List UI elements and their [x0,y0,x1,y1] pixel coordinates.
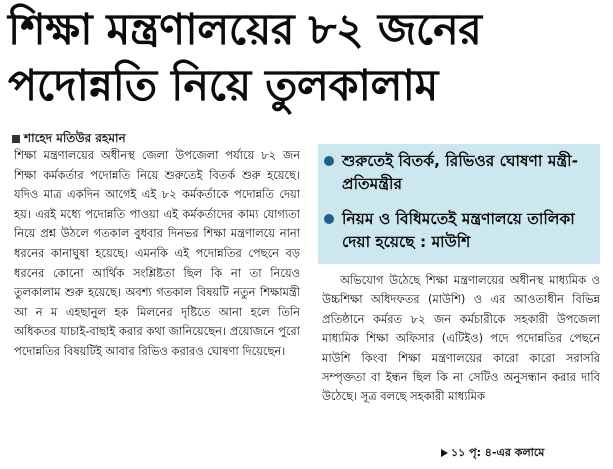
byline-square-icon [12,135,20,143]
highlight-text: নিয়ম ও বিধিমতেই মন্ত্রণালয়ে তালিকা দেয়া হয়েছে : মাউশি [342,210,575,251]
headline-line-2: পদোন্নতি নিয়ে তুলকালাম [8,61,438,111]
continuation-text: ১১ পৃ: ৪-এর কলামে [451,446,545,459]
bullet-icon [324,156,334,166]
bullet-icon [324,214,334,224]
highlight-item [324,150,594,196]
triangle-icon [441,449,448,457]
article-column-right [322,271,600,467]
article-column-left [14,146,300,464]
byline-author: শাহেদ মতিউর রহমান [24,131,126,145]
highlight-item [324,208,594,254]
continuation-note [441,444,544,463]
headline [8,2,608,114]
right-column-text: অভিযোগ উঠেছে শিক্ষা মন্ত্রণালয়ের অধীনস্থ মাধ্যমিক ও উচ্চশিক্ষা অধিদফতর (মাউশি) ও এর আওতাধীন বিভিন্ন প্রতিষ্ঠানে কর্মরত ৮২ জন কর্মচারীকে সহকারী উপজেলা মাধ্যমিক শিক্ষা অফিসার (এটিইও) পদে পদোন্নতির পেছনে মাউশি কিংবা শিক্ষা মন্ত্রণালয়ের কারো কারো সরাসরি সম্পৃক্ততা বা ইন্ধন ছিল কি না সেটিও অনুসন্ধান করার দাবি উঠেছে। সূত্র বলছে সহকারী মাধ্যমিক [322,273,600,404]
highlight-text: শুরুতেই বিতর্ক, রিভিওর ঘোষণা মন্ত্রী- প্রতিমন্ত্রীর [342,152,579,193]
highlight-box [318,144,600,264]
left-column-text: শিক্ষা মন্ত্রণালয়ের অধীনস্থ জেলা উপজেলা পর্যায়ে ৮২ জন শিক্ষা কর্মকর্তার পদোন্নতি নিয়ে শুরুতেই বিতর্ক শুরু হয়েছে। যদিও মাত্র একদিন আগেই এই ৮২ কর্মকর্তাকে পদোন্নতি দেয়া হয়। এরই মধ্যে পদোন্নতি পাওয়া এই কর্মকর্তাদের কাম্য যোগ্যতা নিয়ে প্রশ্ন উঠলে গতকাল বুধবার দিনভর শিক্ষা মন্ত্রণালয়ে নানা ধরনের কানাঘুষা হয়েছে। এমনকি এই পদোন্নতির পেছনে বড় ধরনের কোনো আর্থিক সংশ্লিষ্টতা ছিল কি না তা নিয়েও তুলকালাম শুরু হয়েছে। অবশ্য গতকাল বিষয়টি নতুন শিক্ষামন্ত্রী আ ন ম এহছানুল হক মিলনের দৃষ্টিতে আনা হলে তিনি অধিকতর যাচাই-বাছাই করার কথা জানিয়েছেন। প্রয়োজনে পুরো পদোন্নতির বিষয়টিই আবার রিভিও করারও ঘোষণা দিয়েছেন। [14,148,300,358]
headline-line-1: শিক্ষা মন্ত্রণালয়ের ৮২ জনের [8,5,482,55]
